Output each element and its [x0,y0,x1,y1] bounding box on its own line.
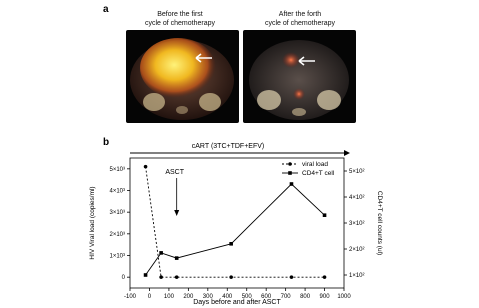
x-axis-label: Days before and after ASCT [193,299,281,306]
viral-load-point [144,165,148,169]
x-tick-label: 0 [147,294,152,300]
y-right-tick-label: 1×10² [349,273,365,279]
y-axis-label-left: HIV Viral load (copies/ml) [89,186,96,260]
cd4-cell-point [159,251,163,255]
x-tick-label: 1000 [337,294,351,300]
viral-load-cd4-chart [0,136,479,308]
x-tick-label: 200 [183,294,194,300]
y-right-tick-label: 4×10² [349,195,365,201]
cd4-cell-point [229,242,233,246]
x-tick-label: 500 [241,294,252,300]
x-tick-label: 300 [202,294,213,300]
x-tick-label: 100 [163,294,174,300]
left-caption-line2: cycle of chemotherapy [144,20,216,27]
cd4-cell-point [144,273,148,277]
plot-frame [130,158,344,288]
series-line-viral-load [146,167,325,278]
panel-b-letter: b [103,137,110,148]
x-tick-label: 800 [300,294,311,300]
y-left-tick-label: 4×10³ [109,188,125,195]
cd4-cell-point [175,256,179,260]
left-scan-caption [125,10,235,28]
pet-ct-scan-after [243,30,356,123]
cd4-cell-point [290,182,294,186]
x-tick-label: 700 [280,294,291,300]
series-line-cd4-t-cell [146,184,325,275]
asct-label: ASCT [165,169,185,176]
legend-label: CD4+T cell [302,170,335,177]
y-right-tick-label: 5×10² [349,169,365,175]
viral-load-point [175,275,179,279]
y-left-tick-label: 0 [121,275,125,282]
y-axis-label-right: CD4+T cell counts (ul) [376,190,383,256]
viral-load-point [159,275,163,279]
viral-load-point [323,275,327,279]
asct-annotation [165,169,184,216]
left-caption-line1: Before the first [157,11,203,18]
y-right-tick-label: 3×10² [349,221,365,227]
panel-a-letter: a [103,4,109,15]
x-tick-label: -100 [123,294,137,300]
legend-marker-square [288,171,292,175]
viral-load-point [229,275,233,279]
pet-ct-scan-before [126,30,239,123]
x-tick-label: 400 [222,294,233,300]
legend [282,161,335,177]
legend-label: viral load [302,161,329,168]
x-tick-label: 600 [261,294,272,300]
y-left-tick-label: 1×10³ [109,253,125,260]
y-left-tick-label: 2×10³ [109,231,125,238]
therapy-arrow [130,150,350,156]
legend-marker-circle [288,162,292,166]
right-scan-caption [240,10,360,28]
right-caption-line2: cycle of chemotherapy [264,20,336,27]
y-right-tick-label: 2×10² [349,247,365,253]
x-tick-label: 900 [319,294,330,300]
cd4-cell-point [323,213,327,217]
viral-load-point [290,275,294,279]
right-caption-line1: After the forth [278,11,322,18]
therapy-label: cART (3TC+TDF+EFV) [191,143,265,150]
y-left-tick-label: 3×10³ [109,210,125,217]
y-left-tick-label: 5×10³ [109,166,125,173]
